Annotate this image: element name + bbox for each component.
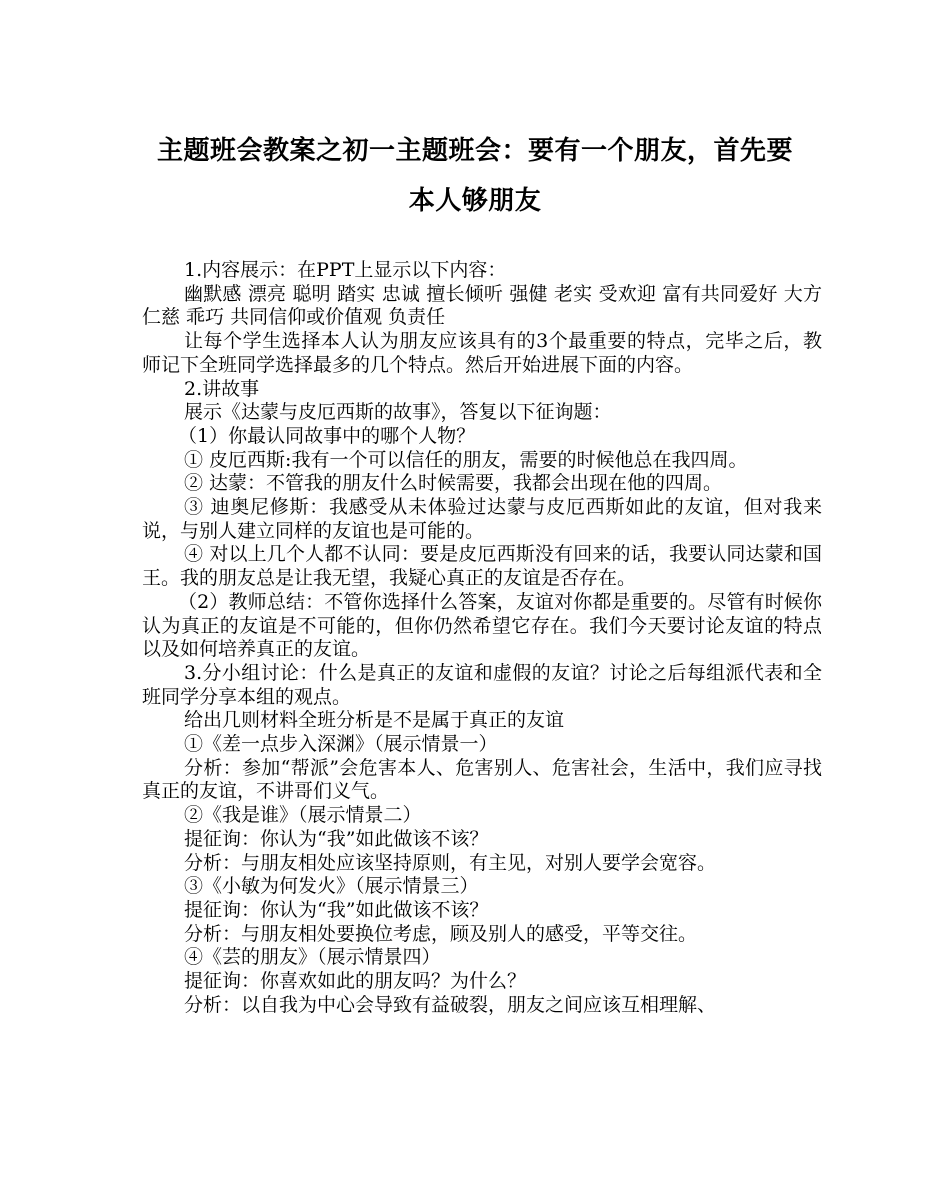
paragraph-1: 1.内容展示：在PPT上显示以下内容：: [184, 259, 507, 281]
paragraph-4: 2.讲故事: [184, 377, 260, 400]
title-line-2: 本人够朋友: [408, 186, 542, 216]
document-title: [120, 126, 830, 226]
paragraph-16: ②《我是谁》（展示情景二）: [184, 804, 422, 827]
paragraph-14: ①《差一点步入深渊》（展示情景一）: [184, 733, 498, 756]
paragraph-22: ④《芸的朋友》（展示情景四）: [184, 946, 441, 969]
paragraph-23: 提征询：你喜欢如此的朋友吗？为什么？: [184, 970, 527, 993]
paragraph-24: 分析：以自我为中心会导致有益破裂，朋友之间应该互相理解、: [184, 993, 717, 1016]
paragraph-19: ③《小敏为何发火》（展示情景三）: [184, 875, 479, 898]
paragraph-6: （1）你最认同故事中的哪个人物？: [178, 424, 476, 447]
document-body: [142, 259, 822, 1018]
paragraph-18: 分析：与朋友相处应该坚持原则，有主见，对别人要学会宽容。: [184, 851, 717, 874]
paragraph-8: ② 达蒙：不管我的朋友什么时候需要，我都会出现在他的四周。: [184, 472, 723, 495]
paragraph-13: 给出几则材料全班分析是不是属于真正的友谊: [184, 709, 565, 732]
paragraph-12: 3.分小组讨论：什么是真正的友谊和虚假的友谊？讨论之后每组派代表和全班同学分享本组的观点。: [142, 661, 822, 708]
paragraph-11: （2）教师总结：不管你选择什么答案，友谊对你都是重要的。尽管有时候你认为真正的友谊是不可能的，但你仍然希望它存在。我们今天要讨论友谊的特点以及如何培养真正的友谊。: [142, 590, 822, 661]
paragraph-9: ③ 迪奥尼修斯：我感受从未体验过达蒙与皮厄西斯如此的友谊，但对我来说，与别人建立同样的友谊也是可能的。: [142, 496, 822, 542]
paragraph-20: 提征询：你认为“我”如此做该不该？: [184, 898, 489, 921]
paragraph-15: 分析：参加“帮派”会危害本人、危害别人、危害社会，生活中，我们应寻找真正的友谊，不讲哥们义气。: [142, 756, 822, 803]
paragraph-17: 提征询：你认为“我”如此做该不该？: [184, 827, 489, 850]
paragraph-7: ① 皮厄西斯:我有一个可以信任的朋友，需要的时候他总在我四周。: [184, 448, 748, 471]
paragraph-21: 分析：与朋友相处要换位考虑，顾及别人的感受，平等交往。: [184, 922, 698, 945]
paragraph-5: 展示《达蒙与皮厄西斯的故事》，答复以下征询题：: [184, 401, 612, 424]
paragraph-10: ④ 对以上几个人都不认同：要是皮厄西斯没有回来的话，我要认同达蒙和国王。我的朋友总是让我无望，我疑心真正的友谊是否存在。: [142, 543, 822, 590]
paragraph-2: 幽默感 漂亮 聪明 踏实 忠诚 擅长倾听 强健 老实 受欢迎 富有共同爱好 大方 仁慈 乖巧 共同信仰或价值观 负责任: [142, 282, 822, 329]
paragraph-3: 让每个学生选择本人认为朋友应该具有的3个最重要的特点，完毕之后，教师记下全班同学选择最多的几个特点。然后开始进展下面的内容。: [142, 330, 822, 376]
title-line-1: 主题班会教案之初一主题班会：要有一个朋友，首先要: [156, 136, 793, 166]
